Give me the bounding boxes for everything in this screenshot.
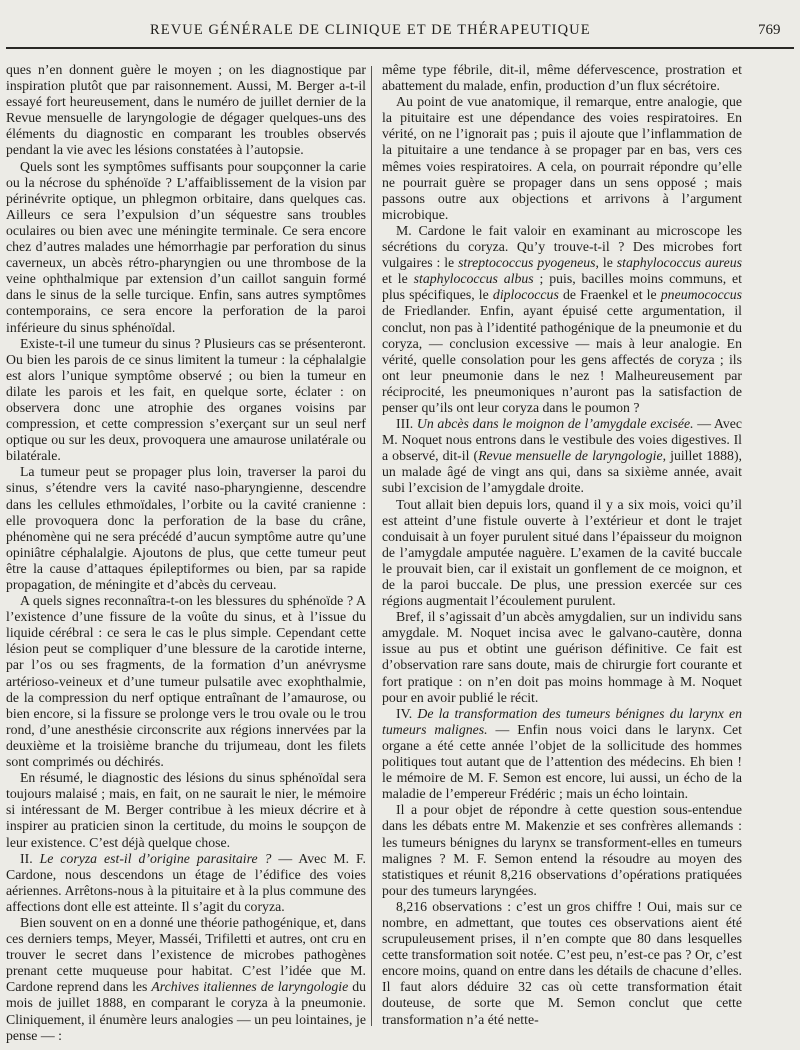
paragraph: même type fébrile, dit-il, même défervescence, prostration et abattement du malade, enfin, production d’un flux sécrétoire. [382, 62, 742, 94]
section-body: , juillet 1888), un malade âgé de vingt ans qui, dans sa sixième année, avait subi l’excision de l’amygdale droite. [382, 448, 742, 496]
paragraph [6, 915, 366, 1044]
microbe-name: streptococcus pyogeneus [458, 255, 596, 271]
text-run: Bien souvent on en a donné une théorie pathogénique, et, dans ces derniers temps, Meyer, Masséi, Trifiletti et autres, ont cru en trouver le secret dans l’existence de microbes pathogènes prenant cette muqueuse pour habitat. C’est l’idée que M. Cardone reprend dans les [6, 914, 366, 995]
page-number: 769 [758, 22, 781, 38]
text-run: ; puis, bacilles moins communs, et plus spécifiques, le [382, 271, 743, 303]
section-number: II. [20, 850, 33, 866]
paragraph [382, 223, 742, 416]
section-title: Un abcès dans le moignon de l’amygdale excisée. [416, 416, 694, 432]
paragraph: En résumé, le diagnostic des lésions du sinus sphénoïdal sera toujours malaisé ; mais, en fait, on ne saurait le nier, le mémoire si intéressant de M. Berger contribue à les mieux décrire et à inspirer au praticien sinon la certitude, du moins le soupçon de leur existence. C’est déjà quelque chose. [6, 770, 366, 850]
header-rule [6, 47, 794, 49]
paragraph: ques n’en donnent guère le moyen ; on les diagnostique par inspiration plutôt que par raisonnement. Aussi, M. Berger a-t-il essayé fort heureusement, dans le numéro de juillet dernier de la Revue mensuelle de laryngologie de dégager quelques-uns des éléments du diagnostic en comparant les troubles observés pendant la vie avec les lésions constatées à l’autopsie. [6, 62, 366, 158]
microbe-name: staphylococcus aureus [616, 255, 742, 271]
journal-title: Revue mensuelle de laryngologie [478, 448, 663, 464]
running-head [0, 22, 800, 44]
text-run: du mois de juillet 1888, en comparant le coryza à la pneumonie. Cliniquement, il énumère leurs analogies — un peu lointaines, je pense — : [6, 979, 366, 1043]
text-run: de Fraenkel et le [558, 287, 661, 303]
left-column [6, 62, 366, 1044]
text-run: M. Cardone le fait valoir en examinant au microscope les sécrétions du coryza. Qu’y trouve-t-il ? Des microbes fort vulgaires : le [382, 222, 742, 271]
paragraph: Bref, il s’agissait d’un abcès amygdalien, sur un individu sans amygdale. M. Noquet incisa avec le galvano-cautère, donna issue au pus et obtint une guérison définitive. Ce fait est d’observation rare sans doute, mais de chirurgie fort courante et fort pratique : on n’en doit pas moins hommage à M. Noquet pour en avoir publié le récit. [382, 609, 742, 705]
section-ii [6, 851, 366, 915]
paragraph: 8,216 observations : c’est un gros chiffre ! Oui, mais sur ce nombre, en admettant, que toutes ces observations aient été scrupuleusement prises, il n’en compte que 80 dans lesquelles cette transformation soit notée. C’est peu, n’est-ce pas ? Or, c’est encore moins, quand on entre dans les détails de chacune d’elles. Il faut alors déduire 32 cas où cette transformation était douteuse, de sorte que M. Semon conclut que cette transformation n’a été nette- [382, 898, 742, 1027]
section-number: III. [396, 416, 414, 432]
column-divider [371, 66, 372, 1026]
paragraph: Quels sont les symptômes suffisants pour soupçonner la carie ou la nécrose du sphénoïde ? L’affaiblissement de la vision par périnévrite optique, un phlegmon orbitaire, dans quelques cas. Ailleurs ce sera l’expulsion d’un séquestre sans troubles oculaires ou bien avec une méningite terminale. Ce sera encore chez d’autres malades une hémorrhagie par perforation du sinus caverneux, un abcès rétro-pharyngien ou une thrombose de la veine ophthalmique par extension d’un caillot sanguin formé dans le sinus de la selle turcique. Enfin, sans autres symptômes contemporains, ce sera encore la perforation de la paroi inférieure du sinus sphénoïdal. [6, 158, 366, 335]
journal-title: Archives italiennes de laryngologie [151, 979, 349, 995]
section-title: Le coryza est-il d’origine parasitaire ? [39, 850, 272, 866]
section-body: — Avec M. Noquet nous entrons dans le vestibule des voies digestives. Il a observé, dit-il ( [382, 416, 742, 464]
text-run: de Friedlander. Enfin, ayant épuisé cette argumentation, il conclut, non pas à l’identité pathogénique de la pneumonie et du coryza, — conclusion excessive — mais à leur analogie. En vérité, quelle consolation pour les gens affectés de coryza ; ils ont leur pneumonie dans le nez ! Malheureusement par réciprocité, les pneumoniques n’auront pas la satisfaction de penser qu’ils ont leur coryza dans le poumon ? [382, 303, 742, 415]
section-body: — Enfin nous voici dans le larynx. Cet organe a été cette année l’objet de la sollicitude des hommes politiques tout autant que de l’attention des médecins. Eh bien ! le mémoire de M. F. Semon est encore, lui aussi, un écho de la maladie de l’empereur Frédéric ; mais un écho lointain. [382, 721, 742, 802]
section-body: — Avec M. F. Cardone, nous descendons un étage de l’édifice des voies aériennes. Arrêtons-nous à la pituitaire et à la plus commune des affections dont elle est atteinte. Il s’agit du coryza. [6, 850, 366, 914]
microbe-name: staphylococcus albus [413, 271, 534, 287]
paragraph: Au point de vue anatomique, il remarque, entre analogie, que la pituitaire est une dépendance des voies respiratoires. En vérité, on ne l’ignorait pas ; puis il ajoute que l’inflammation de la pituitaire a une tendance à se propager par en bas, vers ces mêmes voies respiratoires. A cela, on pourrait répondre qu’elle ne pourrait guère se propager dans un sens opposé ; mais passons outre aux objections et arrivons à l’argument microbique. [382, 94, 742, 222]
paragraph: Existe-t-il une tumeur du sinus ? Plusieurs cas se présenteront. Ou bien les parois de ce sinus limitent la tumeur : la céphalalgie est alors l’unique symptôme observé ; ou bien la tumeur en dilate les parois et les fait, en quelque sorte, éclater : on observera donc une atrophie des organes voisins par compression, et cette compression s’exerçant sur un seul nerf optique ou sur les deux, provoquera une amaurose unilatérale ou bilatérale. [6, 335, 366, 464]
section-iii [382, 416, 742, 496]
microbe-name: diplococcus [492, 287, 559, 303]
section-number: IV. [396, 705, 413, 721]
text-run: et le [382, 271, 414, 287]
section-iv [382, 706, 742, 803]
paragraph: Il a pour objet de répondre à cette question sous-entendue dans les débats entre M. Makenzie et ses confrères allemands : les tumeurs bénignes du larynx se transforment-elles en tumeurs malignes ? M. F. Semon entend la résoudre au moyen des statistiques et réunit 8,216 observations d’opérations pratiquées pour des tumeurs laryngées. [382, 802, 742, 898]
section-title: De la transformation des tumeurs bénignes du larynx en tumeurs malignes. [382, 705, 742, 737]
right-column [382, 62, 742, 1028]
paragraph: Tout allait bien depuis lors, quand il y a six mois, voici qu’il est atteint d’une fistule ouverte à l’extérieur et dont le trajet conduisait à un foyer purulent situé dans l’épaisseur du moignon de l’amygdale amputée naguère. L’examen de la cavité buccale le prouvait bien, car il existait un gonflement de ce moignon, et de la paroi buccale. De plus, une pression exercée sur ces régions augmentait l’écoulement purulent. [382, 496, 742, 609]
microbe-name: pneumococcus [660, 287, 742, 303]
running-title: REVUE GÉNÉRALE DE CLINIQUE ET DE THÉRAPEUTIQUE [150, 22, 591, 38]
paragraph: A quels signes reconnaîtra-t-on les blessures du sphénoïde ? A l’existence d’une fissure de la voûte du sinus, et à l’issue du liquide cérébral : ce sera le cas le plus simple. Cependant cette lésion peut se compliquer d’une blessure de la carotide interne, par l’os ou ses fragments, de la formation d’un anévrysme artérioso-veineux et d’une tumeur pulsatile avec exophthalmie, de la compression du nerf optique entraînant de l’amaurose, ou bien encore, si la fissure se prolonge vers le trou ovale ou le trou rond, d’une anesthésie circonscrite aux régions innervées par la deuxième et la troisième branche du trijumeau, dont les filets sont comprimés ou déchirés. [6, 593, 366, 770]
text-run: , le [595, 255, 617, 271]
paragraph: La tumeur peut se propager plus loin, traverser la paroi du sinus, s’étendre vers la cavité naso-pharyngienne, descendre dans les cellules ethmoïdales, l’orbite ou la cavité cranienne : elle provoquera donc la perforation de la base du crâne, phénomène qui ne sera précédé d’aucun symptôme autre qu’une opiniâtre céphalalgie. Ajoutons de plus, que cette tumeur peut être la cause d’attaques épileptiformes ou bien, par sa rapide propagation, de méningite et d’abcès du cerveau. [6, 464, 366, 592]
